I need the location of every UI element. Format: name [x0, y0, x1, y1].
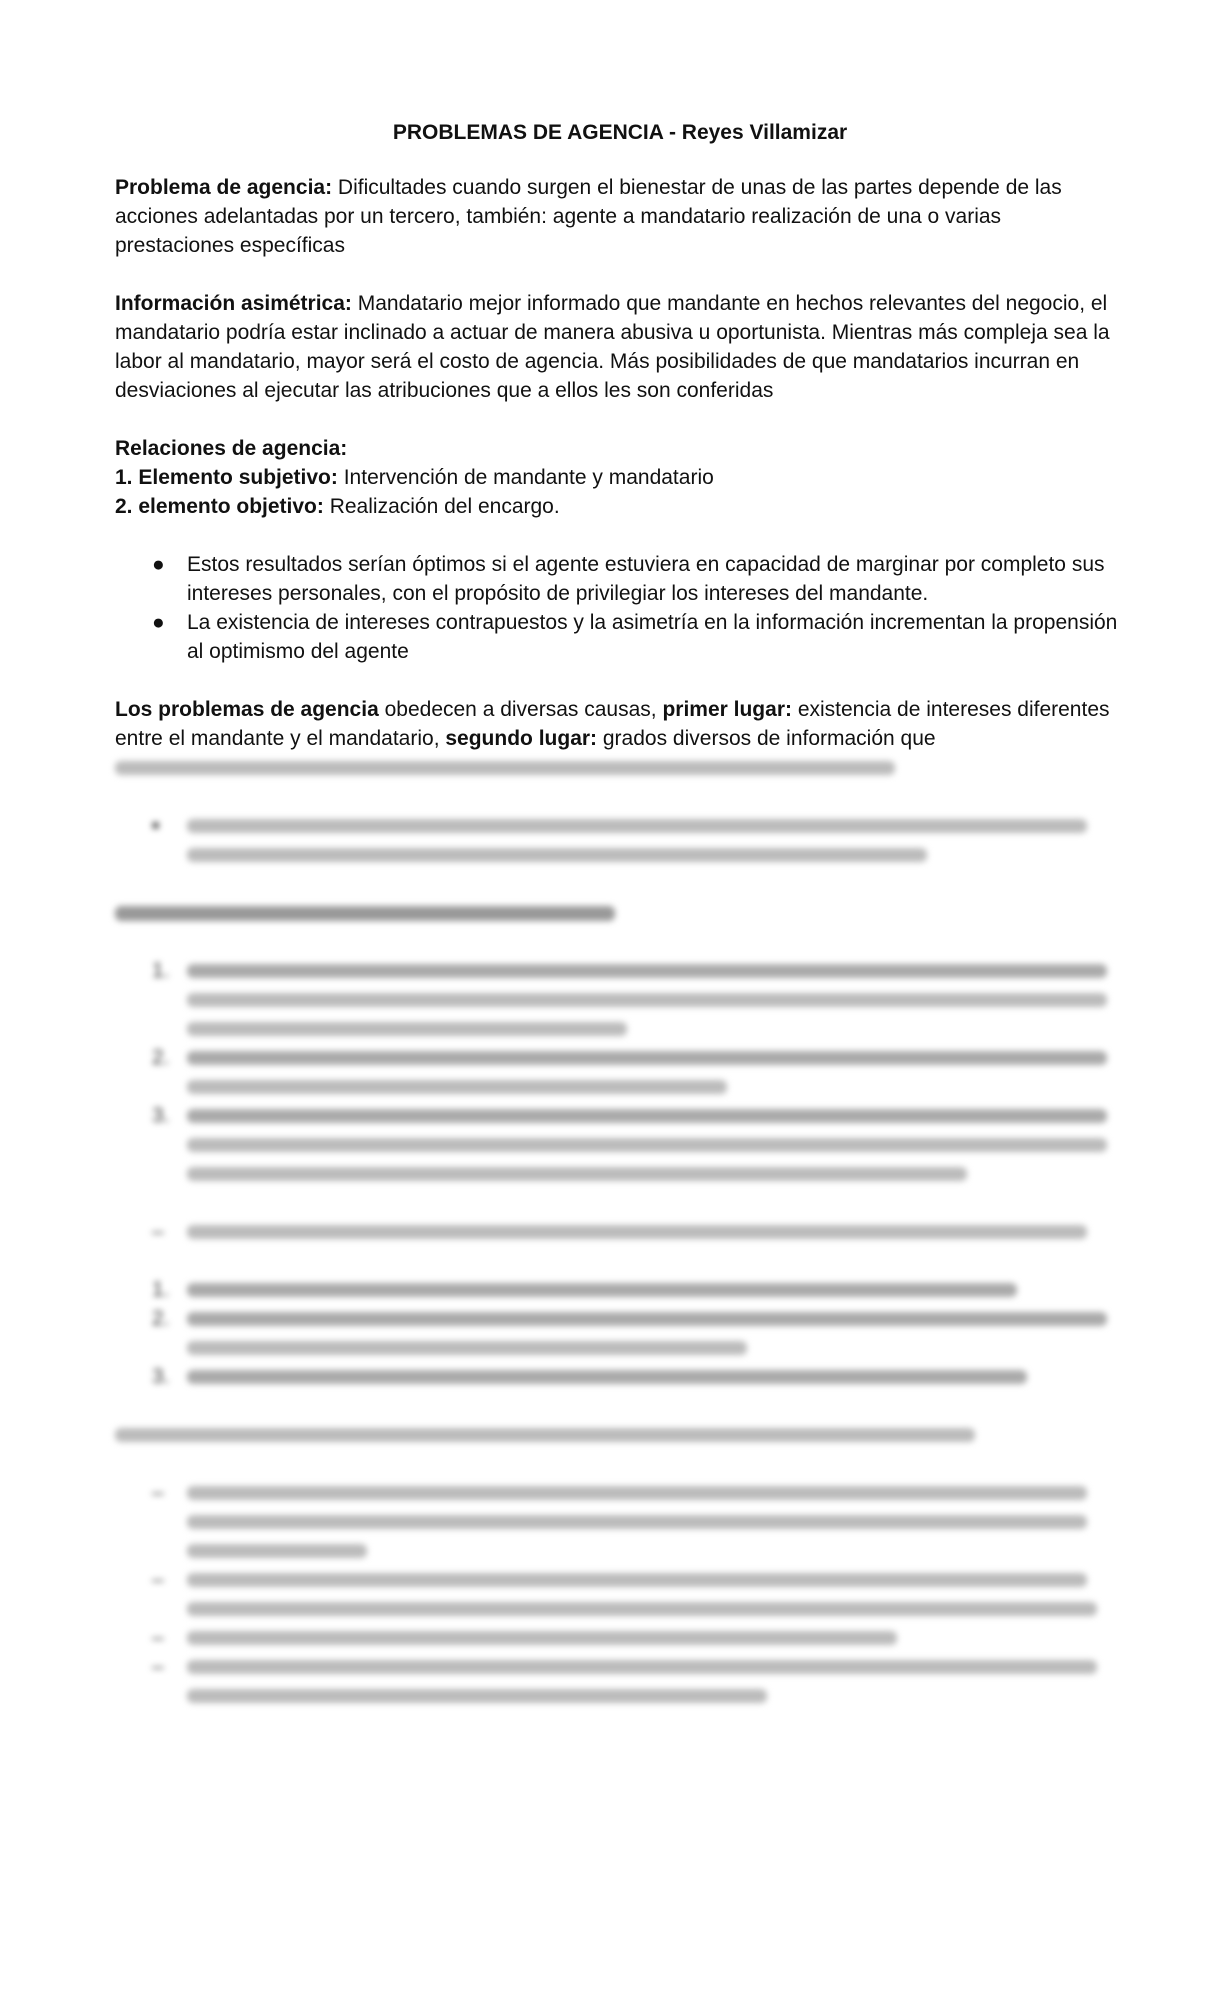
problema-label: Problema de agencia:: [115, 176, 333, 199]
paragraph-causas: Los problemas de agencia obedecen a diversas causas, primer lugar: existencia de intereses diferentes entre el mandante y el mandatario, segundo lugar: grados diversos de información que: [115, 698, 1110, 750]
blurred-heading: [115, 898, 1125, 927]
bullet-list: [115, 550, 1125, 666]
page-title: PROBLEMAS DE AGENCIA - Reyes Villamizar: [392, 121, 848, 144]
bullet-icon: ●: [152, 611, 165, 634]
paragraph-informacion: [115, 289, 1125, 405]
paragraph-problema: [115, 173, 1125, 260]
relaciones-item-2: 2. elemento objetivo: Realización del encargo.: [115, 495, 560, 518]
document-body: [115, 118, 1125, 1739]
relaciones-heading: Relaciones de agencia:: [115, 437, 348, 460]
problema-text: Dificultades cuando surgen el bienestar de unas de las partes depende de las acciones adelantadas por un tercero, también: agente a mandatario realización de una o varias prestaciones específicas: [115, 176, 1062, 257]
blurred-numbered-list: 1. 2. 3.: [115, 956, 1125, 1188]
bullet-icon: ●: [152, 553, 165, 576]
informacion-label: Información asimétrica:: [115, 292, 352, 315]
blurred-bullet: ■: [115, 811, 1125, 869]
blurred-content: ■ 1. 2. 3. – 1. 2. 3. – – – –: [115, 753, 1125, 1710]
informacion-text: Mandatario mejor informado que mandante en hechos relevantes del negocio, el mandatario podría estar inclinado a actuar de manera abusiva u oportunista. Mientras más compleja sea la labor al mandatario, mayor será el costo de agencia. Más posibilidades de que mandatarios incurran en desviaciones al ejecutar las atribuciones que a ellos les son conferidas: [115, 292, 1110, 402]
bullet-item: ● La existencia de intereses contrapuestos y la asimetría en la información incrementan la propensión al optimismo del agente: [115, 608, 1125, 666]
blurred-bullet-list: [115, 811, 1125, 869]
bullet-item: ● Estos resultados serían óptimos si el agente estuviera en capacidad de marginar por completo sus intereses personales, con el propósito de privilegiar los intereses del mandante.: [115, 550, 1125, 608]
blurred-line: [115, 753, 1125, 782]
relaciones-item-1: 1. Elemento subjetivo: Intervención de mandante y mandatario: [115, 466, 714, 489]
